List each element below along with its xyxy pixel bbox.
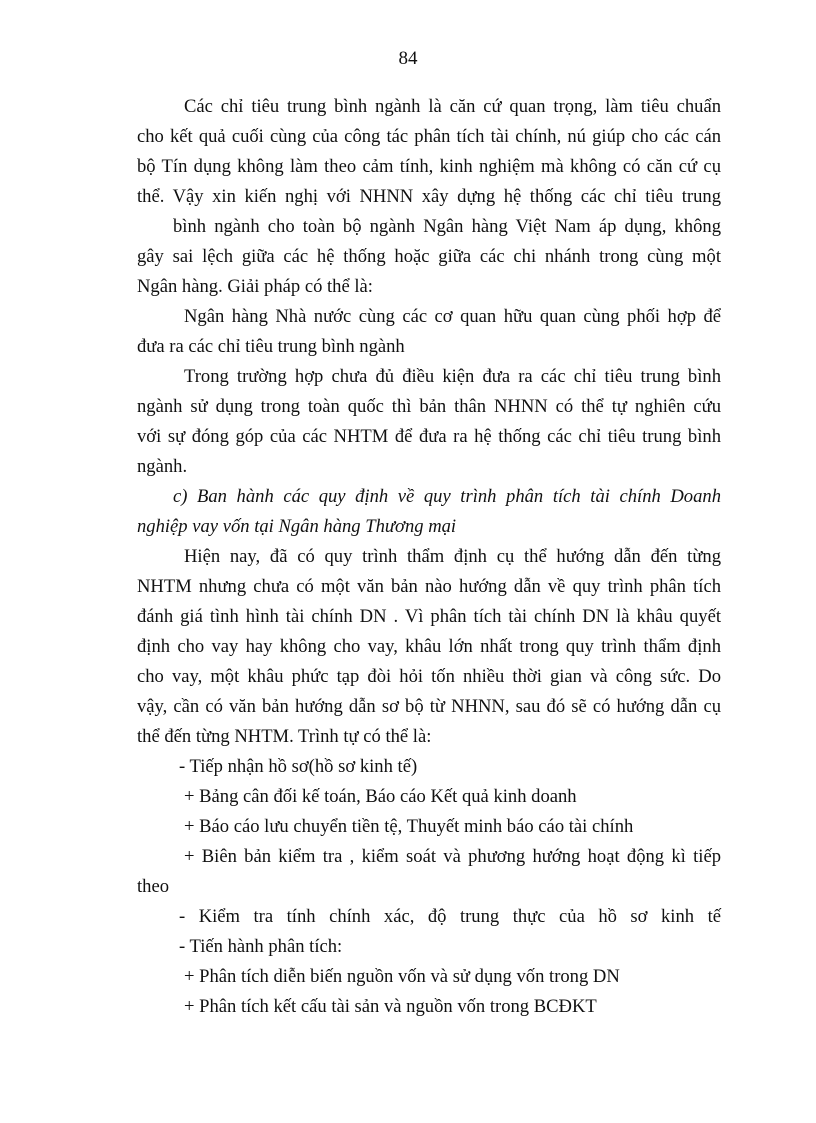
text-line: thể đến từng NHTM. Trình tự có thể là:: [137, 726, 432, 747]
text-line: Các chỉ tiêu trung bình ngành là căn cứ quan trọng, làm tiêu chuẩn: [184, 96, 721, 117]
text-line: cho vay, một khâu phức tạp đòi hỏi tốn nhiều thời gian và công sức. Do: [137, 666, 721, 687]
list-item: + Phân tích diễn biến nguồn vốn và sử dụng vốn trong DN: [184, 966, 620, 987]
list-item: + Bảng cân đối kế toán, Báo cáo Kết quả kinh doanh: [184, 786, 577, 807]
text-line: bình ngành cho toàn bộ ngành Ngân hàng Việt Nam áp dụng, không: [173, 216, 721, 237]
text-line: định cho vay hay không cho vay, khâu lớn nhất trong quy trình thẩm định: [137, 636, 721, 657]
section-heading: nghiệp vay vốn tại Ngân hàng Thương mại: [137, 516, 457, 537]
text-line: thể. Vậy xin kiến nghị với NHNN xây dựng hệ thống các chỉ tiêu trung: [137, 186, 721, 207]
list-item: - Kiểm tra tính chính xác, độ trung thực của hồ sơ kinh tế: [179, 906, 721, 927]
text-line: vậy, cần có văn bản hướng dẫn sơ bộ từ NHNN, sau đó sẽ có hướng dẫn cụ: [137, 696, 721, 717]
list-item: + Báo cáo lưu chuyển tiền tệ, Thuyết minh báo cáo tài chính: [184, 816, 634, 837]
text-line: theo: [137, 876, 170, 897]
list-item: + Biên bản kiểm tra , kiểm soát và phương hướng hoạt động kì tiếp: [184, 846, 721, 867]
text-line: đánh giá tình hình tài chính DN . Vì phân tích tài chính DN là khâu quyết: [137, 606, 721, 627]
text-line: cho kết quả cuối cùng của công tác phân tích tài chính, nú giúp cho các cán: [137, 126, 721, 147]
text-line: Hiện nay, đã có quy trình thẩm định cụ thể hướng dẫn đến từng: [184, 546, 721, 567]
text-line: ngành.: [137, 456, 188, 477]
document-body: [137, 92, 721, 1022]
text-line: NHTM nhưng chưa có một văn bản nào hướng dẫn về quy trình phân tích: [137, 576, 721, 597]
text-line: với sự đóng góp của các NHTM để đưa ra hệ thống các chỉ tiêu trung bình: [137, 426, 721, 447]
section-heading: c) Ban hành các quy định về quy trình phân tích tài chính Doanh: [173, 486, 721, 507]
text-line: Ngân hàng. Giải pháp có thể là:: [137, 276, 373, 297]
list-item: + Phân tích kết cấu tài sản và nguồn vốn trong BCĐKT: [184, 996, 597, 1017]
text-line: gây sai lệch giữa các hệ thống hoặc giữa các chi nhánh trong cùng một: [137, 246, 721, 267]
list-item: - Tiến hành phân tích:: [179, 936, 343, 957]
text-line: bộ Tín dụng không làm theo cảm tính, kinh nghiệm mà không có căn cứ cụ: [137, 156, 721, 177]
list-item: - Tiếp nhận hồ sơ(hồ sơ kinh tế): [179, 756, 418, 777]
text-line: Trong trường hợp chưa đủ điều kiện đưa ra các chỉ tiêu trung bình: [184, 366, 721, 387]
text-line: ngành sử dụng trong toàn quốc thì bản thân NHNN có thể tự nghiên cứu: [137, 396, 721, 417]
text-line: đưa ra các chỉ tiêu trung bình ngành: [137, 336, 405, 357]
page-number: 84: [398, 48, 418, 69]
text-line: Ngân hàng Nhà nước cùng các cơ quan hữu quan cùng phối hợp để: [184, 306, 721, 327]
